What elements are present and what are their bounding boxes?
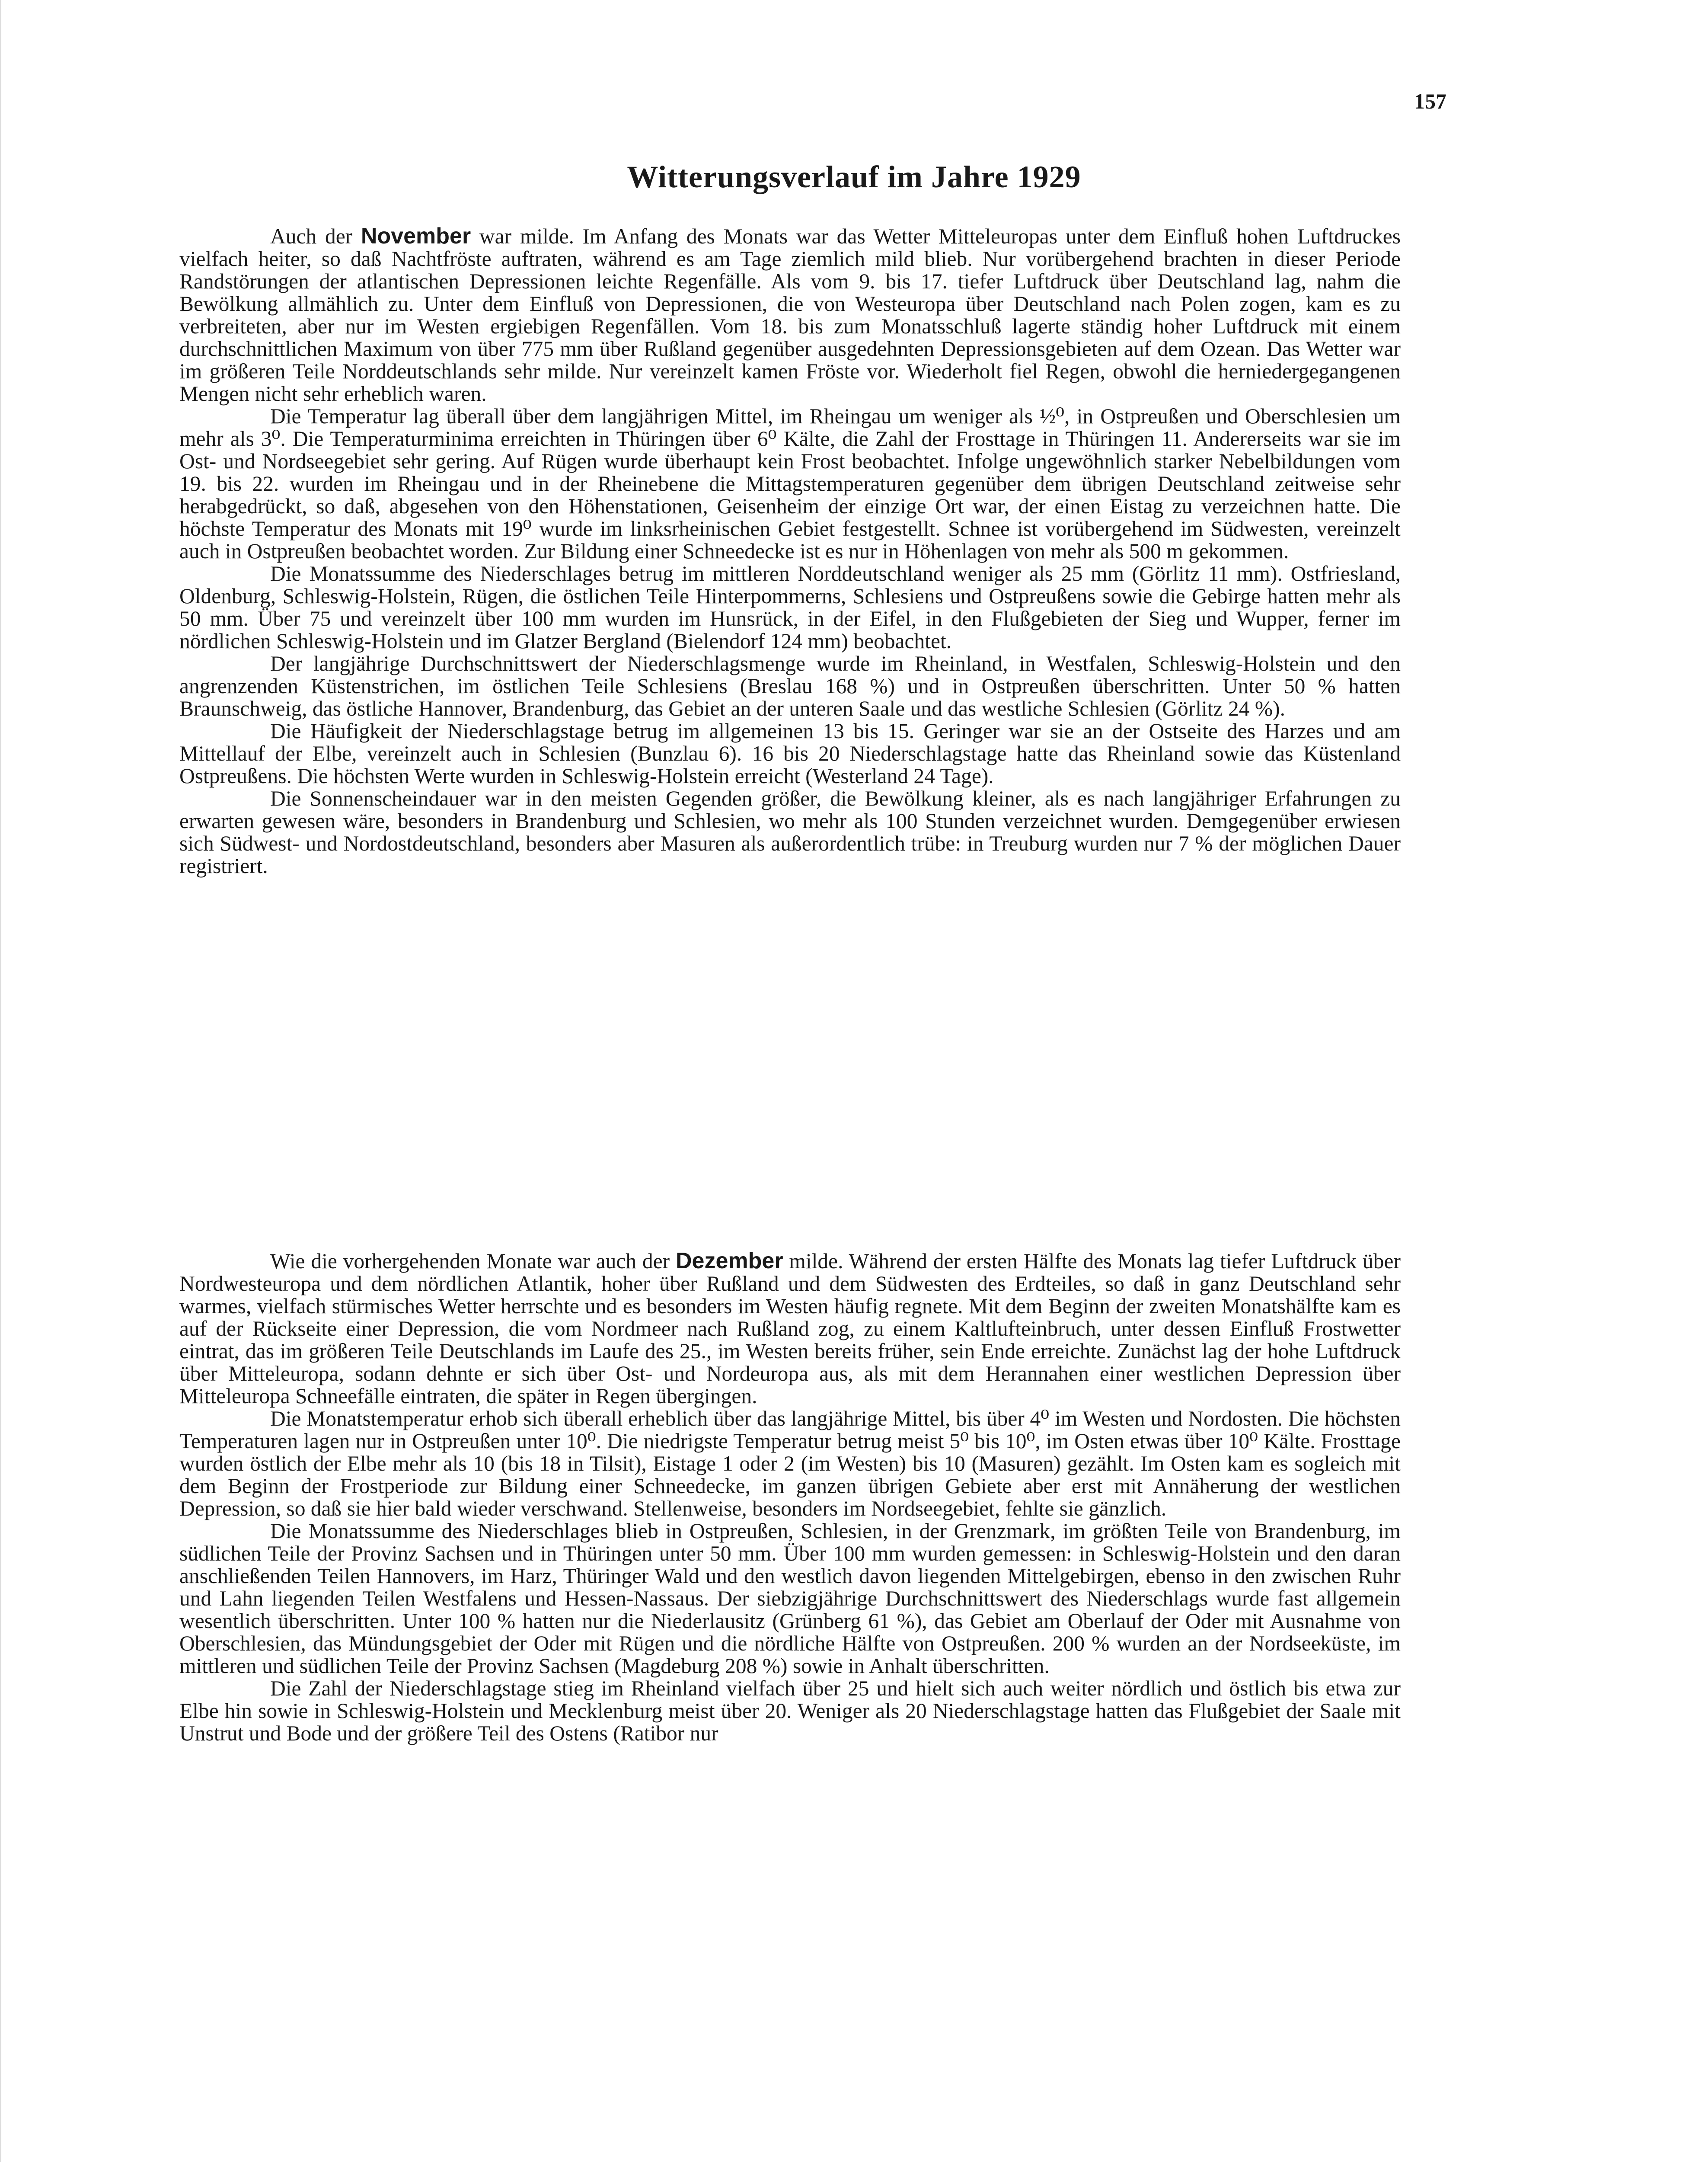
paragraph-lead: Auch der — [270, 224, 361, 248]
page-number: 157 — [1414, 89, 1446, 113]
scan-margin-rule — [0, 0, 1, 2162]
paragraph: Die Temperatur lag überall über dem langjährigen Mittel, im Rheingau um weniger als ½⁰, in Ostpreußen und Oberschlesien um mehr als 3⁰. Die Temperaturminima erreichten in Thüringen über 6⁰ Kälte, die Zahl der Frosttage in Thüringen 11. Andererseits war sie im Ost- und Nordseegebiet sehr gering. Auf Rügen wurde überhaupt kein Frost beobachtet. Infolge ungewöhnlich starker Nebelbildungen vom 19. bis 22. wurden im Rheingau und in der Rheinebene die Mittagstemperaturen gegenüber dem übrigen Deutschland zeitweise sehr herabgedrückt, so daß, abgesehen von den Höhenstationen, Geisenheim der einzige Ort war, der einen Eistag zu verzeichnen hatte. Die höchste Temperatur des Monats mit 19⁰ wurde im linksrheinischen Gebiet festgestellt. Schnee ist vorübergehend im Südwesten, vereinzelt auch in Ostpreußen beobachtet worden. Zur Bildung einer Schneedecke ist es nur in Höhenlagen von mehr als 500 m gekommen. — [179, 404, 1401, 563]
paragraph — [179, 225, 1401, 405]
paragraph: Die Häufigkeit der Niederschlagstage betrug im allgemeinen 13 bis 15. Geringer war sie an der Ostseite des Harzes und am Mittellauf der Elbe, vereinzelt auch in Schlesien (Bunzlau 6). 16 bis 20 Niederschlagstage hatte das Rheinland sowie das Küstenland Ostpreußens. Die höchsten Werte wurden in Schleswig-Holstein erreicht (Westerland 24 Tage). — [179, 719, 1401, 788]
paragraph: Der langjährige Durchschnittswert der Niederschlagsmenge wurde im Rheinland, in Westfalen, Schleswig-Holstein und den angrenzenden Küstenstrichen, im östlichen Teile Schlesiens (Breslau 168 %) und in Ostpreußen überschritten. Unter 50 % hatten Braunschweig, das östliche Hannover, Brandenburg, das Gebiet an der unteren Saale und das westliche Schlesien (Görlitz 24 %). — [179, 652, 1401, 720]
month-heading-november: November — [361, 224, 471, 249]
paragraph: Die Monatstemperatur erhob sich überall erheblich über das langjährige Mittel, bis über 4⁰ im Westen und Nordosten. Die höchsten Temperaturen lagen nur in Ostpreußen unter 10⁰. Die niedrigste Temperatur betrug meist 5⁰ bis 10⁰, im Osten etwas über 10⁰ Kälte. Frosttage wurden östlich der Elbe mehr als 10 (bis 18 in Tilsit), Eistage 1 oder 2 (im Westen) bis 10 (Masuren) gezählt. Im Osten kam es sogleich mit dem Beginn der Frostperiode zur Bildung einer Schneedecke, im ganzen übrigen Gebiete aber erst mit Annäherung der westlichen Depression, so daß sie hier bald wieder verschwand. Stellenweise, besonders im Nordseegebiet, fehlte sie gänzlich. — [179, 1407, 1401, 1520]
paragraph-text: milde. Während der ersten Hälfte des Monats lag tiefer Luftdruck über Nordwesteuropa und dem nördlichen Atlantik, hoher über Rußland und dem Südwesten des Erdteiles, so daß in ganz Deutschland sehr warmes, vielfach stürmisches Wetter herrschte und es besonders im Westen häufig regnete. Mit dem Beginn der zweiten Monatshälfte kam es auf der Rückseite einer Depression, die vom Nordmeer nach Rußland zog, zu einem Kaltlufteinbruch, unter dessen Einfluß Frostwetter eintrat, das im größeren Teile Deutschlands im Laufe des 25., im Westen bereits früher, sein Ende erreichte. Zunächst lag der hohe Luftdruck über Mitteleuropa, sodann dehnte er sich über Ost- und Nordeuropa aus, als mit dem Herannahen einer westlichen Depression über Mitteleuropa Schneefälle eintraten, die später in Regen übergingen. — [179, 1249, 1401, 1408]
paragraph: Die Zahl der Niederschlagstage stieg im Rheinland vielfach über 25 und hielt sich auch weiter nördlich und östlich bis etwa zur Elbe hin sowie in Schleswig-Holstein und Mecklenburg meist über 20. Weniger als 20 Niederschlagstage hatten das Flußgebiet der Saale mit Unstrut und Bode und der größere Teil des Ostens (Ratibor nur — [179, 1676, 1401, 1745]
paragraph-lead: Wie die vorhergehenden Monate war auch der — [270, 1249, 676, 1273]
paragraph: Die Monatssumme des Niederschlages betrug im mittleren Norddeutschland weniger als 25 mm (Görlitz 11 mm). Ostfriesland, Oldenburg, Schleswig-Holstein, Rügen, die östlichen Teile Hinterpommerns, Schlesiens und Ostpreußens sowie die Gebirge hatten mehr als 50 mm. Über 75 und vereinzelt über 100 mm wurden im Hunsrück, in der Eifel, in den Flußgebieten der Sieg und Wupper, ferner im nördlichen Schleswig-Holstein und im Glatzer Bergland (Bielendorf 124 mm) beobachtet. — [179, 562, 1401, 653]
section-dezember — [179, 1250, 1401, 1745]
page-title: Witterungsverlauf im Jahre 1929 — [627, 160, 1081, 194]
paragraph — [179, 1250, 1401, 1407]
paragraph-text: war milde. Im Anfang des Monats war das Wetter Mitteleuropas unter dem Einfluß hohen Luftdruckes vielfach heiter, so daß Nachtfröste auftraten, während es am Tage ziemlich mild blieb. Nur vorübergehend brachten in dieser Periode Randstörungen der atlantischen Depressionen leichte Regenfälle. Als vom 9. bis 17. tiefer Luftdruck über Deutschland lag, nahm die Bewölkung allmählich zu. Unter dem Einfluß von Depressionen, die von Westeuropa über Deutschland nach Polen zogen, kam es zu verbreiteten, aber nur im Westen ergiebigen Regenfällen. Vom 18. bis zum Monatsschluß lagerte ständig hoher Luftdruck mit einem durchschnittlichen Maximum von über 775 mm über Rußland gegenüber ausgedehnten Depressionsgebieten auf dem Ozean. Das Wetter war im größeren Teile Norddeutschlands sehr milde. Nur vereinzelt kamen Fröste vor. Wiederholt fiel Regen, obwohl die herniedergegangenen Mengen nicht sehr erheblich waren. — [179, 224, 1401, 406]
paragraph: Die Sonnenscheindauer war in den meisten Gegenden größer, die Bewölkung kleiner, als es nach langjähriger Erfahrungen zu erwarten gewesen wäre, besonders in Brandenburg und Schlesien, wo mehr als 100 Stunden verzeichnet wurden. Demgegenüber erwiesen sich Südwest- und Nordostdeutschland, besonders aber Masuren als außerordentlich trübe: in Treuburg wurden nur 7 % der möglichen Dauer registriert. — [179, 787, 1401, 878]
paragraph: Die Monatssumme des Niederschlages blieb in Ostpreußen, Schlesien, in der Grenzmark, im größten Teile von Brandenburg, im südlichen Teile der Provinz Sachsen und in Thüringen unter 50 mm. Über 100 mm wurden gemessen: in Schleswig-Holstein und den daran anschließenden Teilen Hannovers, im Harz, Thüringer Wald und den westlich davon liegenden Mittelgebirgen, ebenso in den zwischen Ruhr und Lahn liegenden Teilen Westfalens und Hessen-Nassaus. Der siebzigjährige Durchschnittswert des Niederschlags wurde fast allgemein wesentlich überschritten. Unter 100 % hatten nur die Niederlausitz (Grünberg 61 %), das Gebiet am Oberlauf der Oder mit Ausnahme von Oberschlesien, das Mündungsgebiet der Oder mit Rügen und die nördliche Hälfte von Ostpreußen. 200 % wurden an der Nordseeküste, im mittleren und südlichen Teile der Provinz Sachsen (Magdeburg 208 %) sowie in Anhalt überschritten. — [179, 1519, 1401, 1678]
section-november — [179, 225, 1401, 877]
month-heading-dezember: Dezember — [676, 1248, 783, 1273]
